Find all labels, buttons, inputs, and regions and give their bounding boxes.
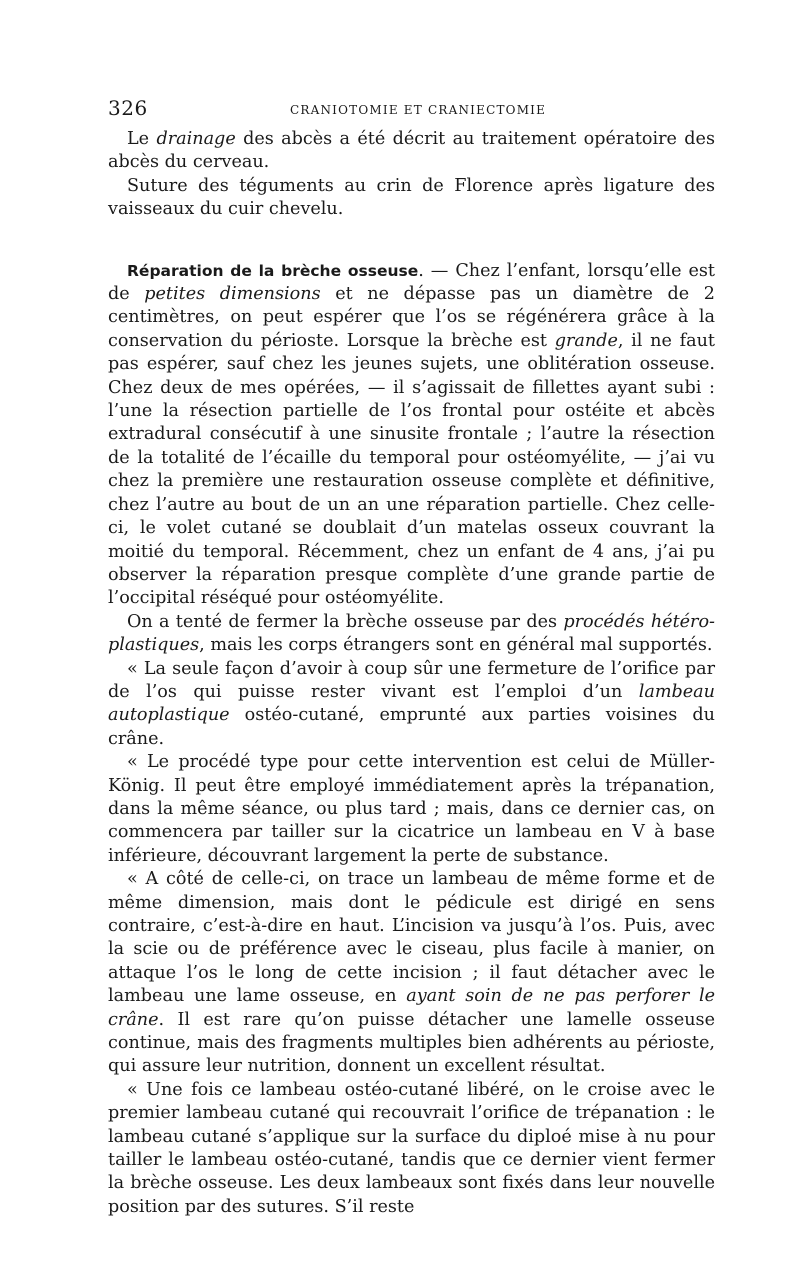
running-title: CRANIOTOMIE ET CRANIECTOMIE bbox=[290, 103, 547, 117]
running-head bbox=[108, 96, 715, 128]
paragraph-reparation: Réparation de la brèche osseuse. — Chez l’enfant, lorsqu’elle est de petites dimensions et ne dépasse pas un diamètre de 2 centimètres, on peut espérer que l’os se régénérera grâce à la conservation du périoste. Lorsque la brèche est grande, il ne faut pas espérer, sauf chez les jeunes sujets, une oblitération osseuse. Chez deux de mes opérées, — il s’agissait de fillettes ayant subi : l’une la résection partielle de l’os frontal pour ostéite et abcès extradural consécutif à une sinusite frontale ; l’autre la résection de la totalité de l’écaille du temporal pour ostéomyélite, — j’ai vu chez la première une restauration osseuse complète et définitive, chez l’autre au bout de un an une réparation partielle. Chez celle-ci, le volet cutané se doublait d’un matelas osseux couvrant la moitié du temporal. Récemment, chez un enfant de 4 ans, j’ai pu observer la réparation presque complète d’une grande partie de l’occipital réséqué pour ostéomyélite. bbox=[108, 260, 715, 609]
paragraph-second-flap: « A côté de celle-ci, on trace un lambeau de même forme et de même dimension, mais dont le pédicule est dirigé en sens contraire, c’est-à-dire en haut. L’incision va jusqu’à l’os. Puis, avec la scie ou de préférence avec le ciseau, plus facile à manier, on attaque l’os le long de cette incision ; il faut détacher avec le lambeau une lame osseuse, en ayant soin de ne pas perforer le crâne. Il est rare qu’on puisse détacher une lamelle osseuse continue, mais des fragments multiples bien adhérents au périoste, qui assure leur nutrition, donnent un excellent résultat. bbox=[108, 869, 715, 1077]
paragraph-heteroplastic: On a tenté de fermer la brèche osseuse par des procédés hétéro-plastiques, mais les corps étrangers sont en général mal supportés. bbox=[108, 611, 715, 656]
paragraph-muller-konig: « Le procédé type pour cette intervention est celui de Müller-König. Il peut être employé immédiatement après la trépanation, dans la même séance, ou plus tard ; mais, dans ce dernier cas, on commencera par tailler sur la cicatrice un lambeau en V à base inférieure, découvrant largement la perte de substance. bbox=[108, 752, 715, 866]
paragraph-suture: Suture des téguments au crin de Florence après ligature des vaisseaux du cuir chevelu. bbox=[108, 175, 715, 220]
paragraph-drainage: Le drainage des abcès a été décrit au traitement opératoire des abcès du cerveau. bbox=[108, 129, 715, 173]
book-page bbox=[108, 96, 715, 1219]
paragraph-autoplastic: « La seule façon d’avoir à coup sûr une fermeture de l’orifice par de l’os qui puisse rester vivant est l’emploi d’un lambeau autoplastique ostéo-cutané, emprunté aux parties voisines du crâne. bbox=[108, 658, 715, 749]
section-heading: Réparation de la brèche osseuse bbox=[127, 261, 419, 280]
page-number: 326 bbox=[108, 96, 148, 120]
paragraph-crossing: « Une fois ce lambeau ostéo-cutané libéré, on le croise avec le premier lambeau cutané qui recouvrait l’orifice de trépanation : le lambeau cutané s’applique sur la surface du diploé mise à nu pour tailler le lambeau ostéo-cutané, tandis que ce dernier vient fermer la brèche osseuse. Les deux lambeaux sont fixés dans leur nouvelle position par des sutures. S’il reste bbox=[108, 1079, 715, 1217]
